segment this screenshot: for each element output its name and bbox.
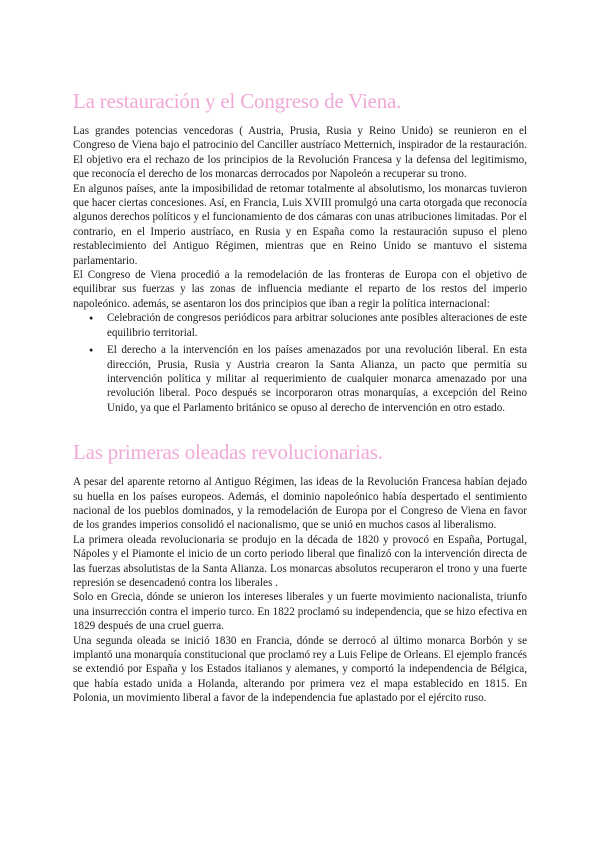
section-heading: Las primeras oleadas revolucionarias. <box>73 440 383 465</box>
section-oleadas <box>73 439 527 706</box>
bullet-item: ● El derecho a la intervención en los países amenazados por una revolución liberal. En esta dirección, Prusia, Rusia y Austria crearon la Santa Alianza, un pacto que permitía su intervención política y militar al requerimiento de cualquier monarca amenazado por una revolución liberal. Poco después se incorporaron otras monarquías, a excepción del Reino Unido, ya que el Parlamento británico se opuso al derecho de intervención en otro estado. <box>107 343 527 415</box>
paragraph: A pesar del aparente retorno al Antiguo Régimen, las ideas de la Revolución Francesa habían dejado su huella en los países europeos. Además, el dominio napoleónico había despertado el sentimiento nacional de los pueblos dominados, y la remodelación de Europa por el Congreso de Viena en favor de los grandes imperios consolidó el nacionalismo, que se unió en muchos casos al liberalismo. <box>73 476 527 532</box>
paragraph: Solo en Grecia, dónde se unieron los intereses liberales y un fuerte movimiento nacionalista, triunfo una insurrección contra el imperio turco. En 1822 proclamó su independencia, que se hizo efectiva en 1829 después de una cruel guerra. <box>73 591 527 633</box>
paragraph: En algunos países, ante la imposibilidad de retomar totalmente al absolutismo, los monarcas tuvieron que hacer ciertas concesiones. Así, en Francia, Luis XVIII promulgó una carta otorgada que reconocía algunos derechos políticos y el funcionamiento de dos cámaras con unas atribuciones limitadas. Por el contrario, en el Imperio austríaco, en Rusia y en España como la restauración supuso el pleno restablecimiento del Antiguo Régimen, mientras que en Reino Unido se mantuvo el sistema parlamentario. <box>73 182 527 267</box>
paragraph: Las grandes potencias vencedoras ( Austria, Prusia, Rusia y Reino Unido) se reunieron en el Congreso de Viena bajo el patrocinio del Canciller austríaco Metternich, inspirador de la restauración. El objetivo era el rechazo de los principios de la Revolución Francesa y la defensa del legitimismo, que reconocía el derecho de los monarcas derrocados por Napoleón a recuperar su trono. <box>73 125 527 181</box>
section-heading: La restauración y el Congreso de Viena. <box>73 89 402 113</box>
paragraph: El Congreso de Viena procedió a la remodelación de las fronteras de Europa con el objetivo de equilibrar sus fuerzas y las zonas de influencia mediante el reparto de los restos del imperio napoleónico. además, se asentaron los dos principios que iban a regir la política internacional: <box>73 269 527 310</box>
section-restauracion <box>73 88 527 415</box>
paragraph: La primera oleada revolucionaria se produjo en la década de 1820 y provocó en España, Portugal, Nápoles y el Piamonte el inicio de un corto periodo liberal que finalizó con la intervención directa de las fuerzas absolutistas de la Santa Alianza. Los monarcas absolutos recuperaron el trono y una fuerte represión se desencadenó contra los liberales . <box>73 533 527 589</box>
bullet-list <box>73 311 527 415</box>
bullet-item: ● Celebración de congresos periódicos para arbitrar soluciones ante posibles alteraciones de este equilibrio territorial. <box>107 311 527 340</box>
paragraph: Una segunda oleada se inició 1830 en Francia, dónde se derrocó al último monarca Borbón y se implantó una monarquía constitucional que proclamó rey a Luis Felipe de Orleans. El ejemplo francés se extendió por España y los Estados italianos y alemanes, y comportó la independencia de Bélgica, que había estado unida a Holanda, alterando por primera vez el mapa establecido en 1815. En Polonia, un movimiento liberal a favor de la independencia fue aplastado por el ejército ruso. <box>73 634 527 705</box>
